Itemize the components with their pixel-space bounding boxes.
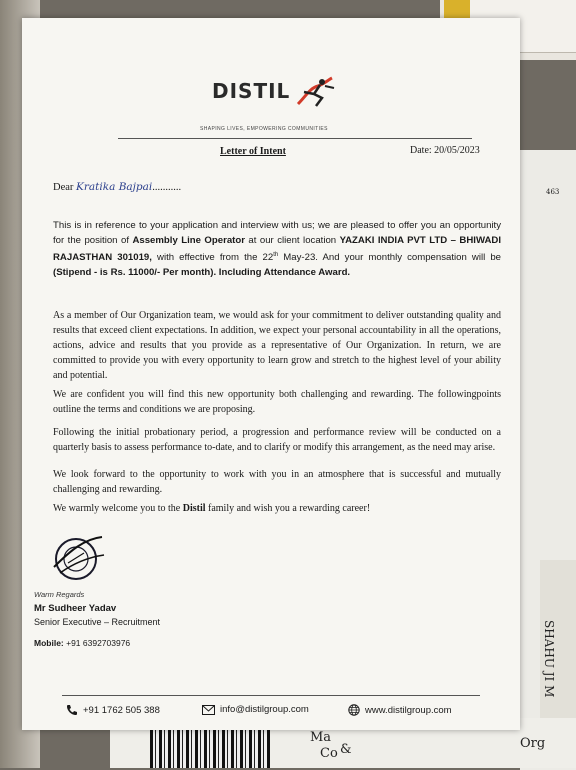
footer-email [202, 704, 309, 715]
welcome-paragraph [53, 501, 501, 516]
position-title: Assembly Line Operator [132, 235, 245, 246]
probation-paragraph: Following the initial probationary period, a progression and performance review will be conducted on a quarterly basis to assess performance to-date, and to clarify or modify this arrangement, as the need may arise. [53, 427, 501, 453]
commitment-paragraph: As a member of Our Organization team, we would ask for your commitment to deliver outstanding quality and results that exceed client expectations. In addition, we expect your personal accountability in all the operations, actions, advice and results that you provide as a representative of Our Organization. In return, we are committed to provide you with every opportunity to learn grow and stretch to the highest level of your ability and potential. [53, 310, 501, 381]
closing-regards: Warm Regards [34, 590, 85, 599]
offer-text-3: with effective from the 22 [151, 252, 274, 264]
signatory-role: Senior Executive – Recruitment [34, 617, 161, 627]
footer-divider [62, 695, 480, 696]
phone-text: +91 1762 505 388 [83, 704, 160, 716]
welcome-text-2: family and wish you a rewarding career! [205, 503, 371, 514]
signatory-name: Mr Sudheer Yadav [34, 603, 117, 614]
header-divider [118, 138, 472, 139]
salutation [53, 181, 181, 193]
signatory-mobile [34, 638, 130, 648]
brand-name: Distil [182, 503, 206, 514]
email-icon [202, 705, 215, 715]
logo-tagline: SHAPING LIVES, EMPOWERING COMMUNITIES [200, 126, 328, 132]
letter-page [22, 18, 520, 730]
welcome-text-1: We warmly welcome you to the [53, 503, 183, 514]
company-stamp [50, 533, 106, 583]
date-suffix: th [273, 252, 279, 258]
background-number: 463 [546, 188, 560, 196]
background-vertical-text: SHAHU JI M [542, 620, 556, 698]
compensation: (Stipend - is Rs. 11000/- Per month). Including Attendance Award. [53, 267, 351, 279]
company-logo [212, 74, 340, 108]
background-text-org: Org [520, 736, 546, 751]
offer-text-2: at our client location [244, 235, 340, 246]
background-barcode [150, 730, 270, 768]
document-date: Date: 20/05/2023 [410, 145, 480, 156]
mobile-label: Mobile: [34, 638, 64, 648]
document-title: Letter of Intent [220, 146, 286, 157]
look-forward-paragraph: We look forward to the opportunity to work with you in an atmosphere that is successful and mutually challenging and rewarding. [53, 469, 501, 495]
background-text-ma: Ma [310, 730, 332, 745]
salutation-prefix: Dear [53, 182, 77, 193]
footer-website [348, 704, 452, 716]
mobile-number: +91 6392703976 [63, 638, 131, 648]
footer-phone [66, 704, 160, 716]
salutation-dots: ........... [152, 182, 182, 193]
client-location: YAZAKI INDIA PVT LTD – BHIWADI RAJASTHAN 301019, [53, 235, 501, 264]
globe-icon [348, 704, 360, 716]
recipient-name: Kratika Bajpai [76, 181, 153, 193]
logo-wordmark: DISTIL [212, 79, 291, 103]
offer-paragraph [53, 218, 501, 280]
email-text: info@distilgroup.com [220, 704, 309, 715]
offer-text-1: This is in reference to your application and interview with us; we are pleased to offer you an opportunity for the position of [53, 220, 501, 246]
background-text-co: Co [320, 746, 338, 761]
runner-logo-icon [292, 74, 340, 108]
offer-text-4: May-23. And your monthly compensation will be [278, 252, 501, 264]
confidence-paragraph: We are confident you will find this new opportunity both challenging and rewarding. The followingpoints outline the terms and conditions we are proposing. [53, 389, 501, 415]
phone-icon [66, 704, 78, 716]
background-text-amp: & [340, 742, 352, 757]
website-text: www.distilgroup.com [365, 704, 452, 716]
